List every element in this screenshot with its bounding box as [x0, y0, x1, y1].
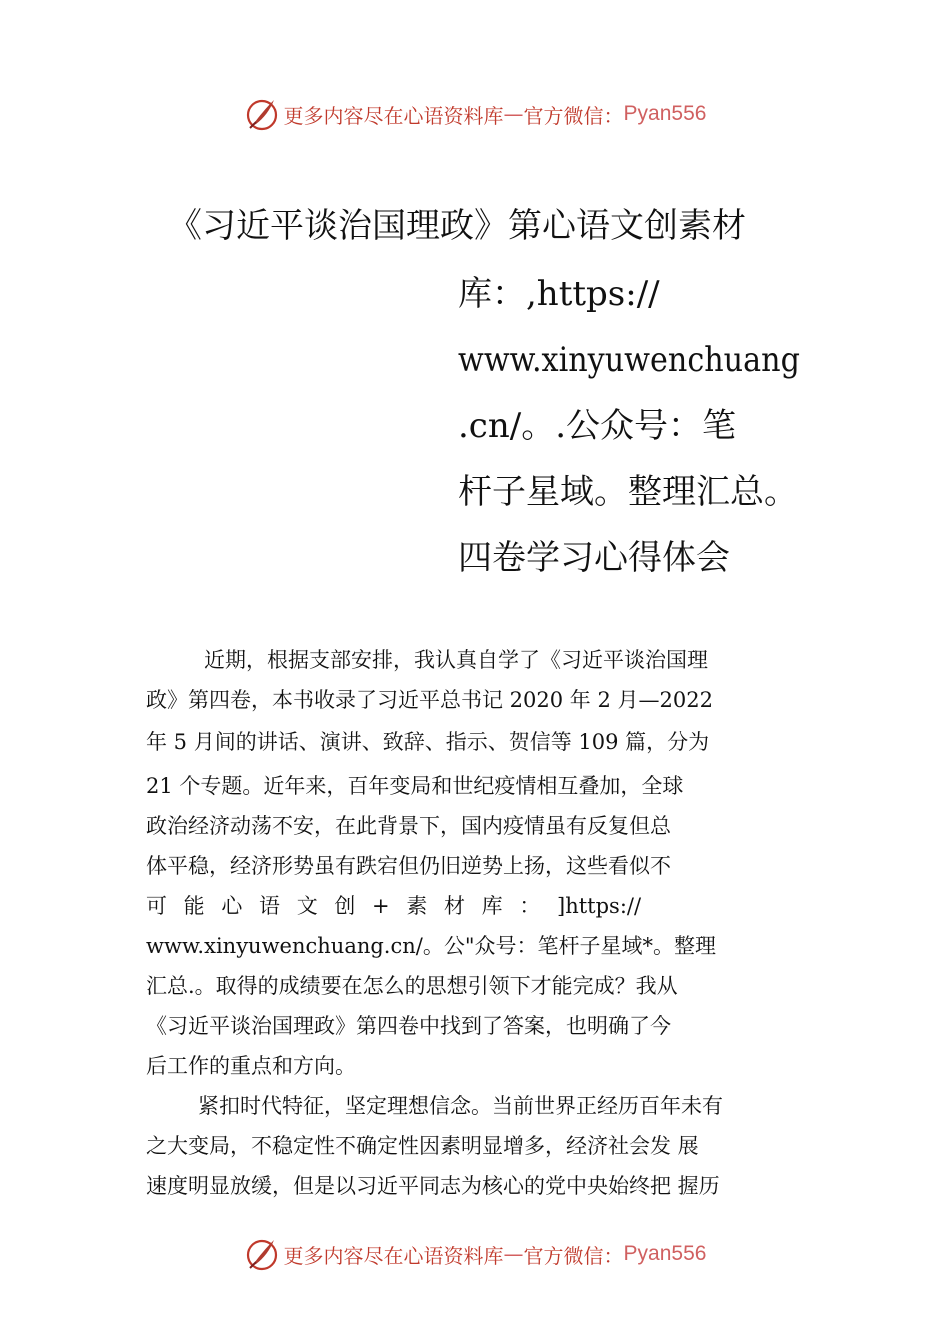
banner-slogan: 更多内容尽在心语资料库: [283, 1243, 504, 1268]
title-line: 杆子星域。整理汇总。: [458, 472, 798, 512]
quill-logo-icon: [244, 96, 280, 132]
quill-logo-icon: [244, 1236, 280, 1272]
body-line: 近期，根据支部安排，我认真自学了《习近平谈治国理: [204, 648, 708, 672]
body-line: 政》第四卷，本书收录了习近平总书记 2020 年 2 月—2022: [146, 688, 713, 712]
body-line: 紧扣时代特征，坚定理想信念。当前世界正经历百年未有: [198, 1094, 723, 1118]
body-line: 之大变局，不稳定性不确定性因素明显增多，经济社会发 展: [146, 1134, 699, 1158]
body-line: 《习近平谈治国理政》第四卷中找到了答案，也明确了今: [146, 1014, 671, 1038]
body-line: 汇总.。取得的成绩要在怎么的思想引领下才能完成？我从: [146, 974, 678, 998]
body-line: 21 个专题。近年来，百年变局和世纪疫情相互叠加，全球: [146, 774, 684, 798]
header-banner: [0, 92, 950, 136]
banner-separator: —: [503, 102, 524, 126]
body-line: 后工作的重点和方向。: [146, 1054, 356, 1078]
title-line: .cn/。.公众号：笔: [458, 406, 737, 446]
body-line: 年 5 月间的讲话、演讲、致辞、指示、贺信等 109 篇，分为: [146, 730, 710, 754]
footer-banner: [0, 1232, 950, 1276]
body-line: 体平稳，经济形势虽有跌宕但仍旧逆势上扬，这些看似不: [146, 854, 671, 878]
banner-wechat-label: 官方微信：: [523, 103, 624, 128]
banner-wechat-id: Pyan556: [623, 1242, 707, 1265]
title-line: 《习近平谈治国理政》第心语文创素材: [168, 206, 746, 246]
body-line: www.xinyuwenchuang.cn/。公"众号：笔杆子星域*。整理: [146, 934, 717, 958]
title-line: www.xinyuwenchuang: [458, 340, 800, 380]
banner-separator: —: [503, 1242, 524, 1266]
body-line: 可 能 心 语 文 创 + 素 材 库 ： ]https://: [146, 894, 642, 918]
banner-wechat-id: Pyan556: [623, 102, 707, 125]
title-line: 库：,https://: [458, 274, 660, 314]
banner-slogan: 更多内容尽在心语资料库: [283, 103, 504, 128]
title-line: 四卷学习心得体会: [458, 538, 730, 578]
body-line: 速度明显放缓，但是以习近平同志为核心的党中央始终把 握历: [146, 1174, 720, 1198]
banner-wechat-label: 官方微信：: [523, 1243, 624, 1268]
body-line: 政治经济动荡不安，在此背景下，国内疫情虽有反复但总: [146, 814, 671, 838]
